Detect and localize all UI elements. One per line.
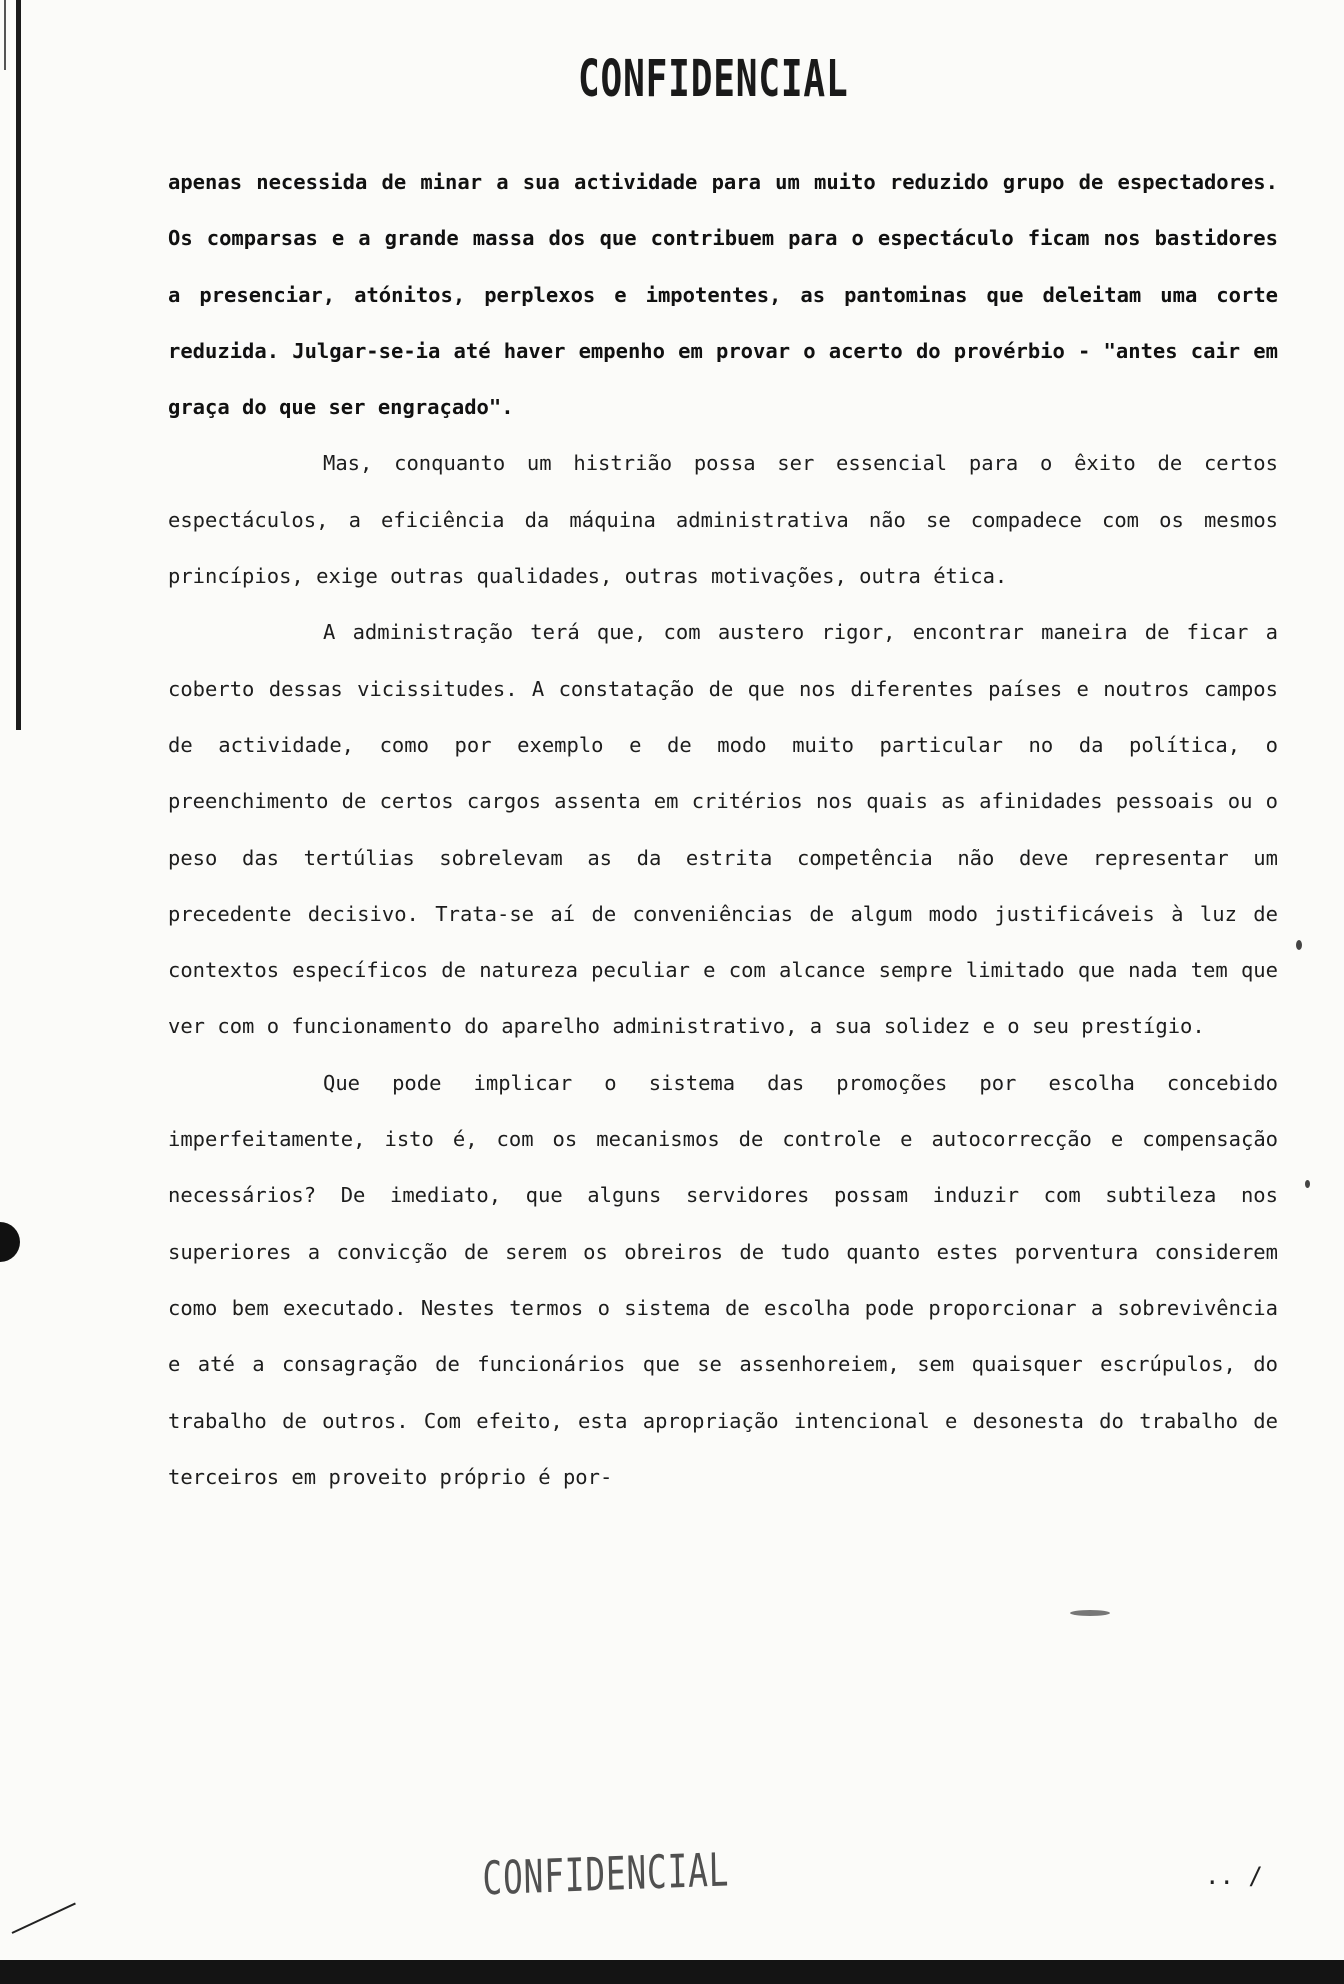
paragraph-3: A administração terá que, com austero rigor, encontrar maneira de ficar a coberto dessas vicissitudes. A constatação de que nos diferentes países e noutros campos de actividade, como por exemplo e de modo muito particular no da política, o preenchimento de certos cargos assenta em critérios nos quais as afinidades pessoais ou o peso das tertúlias sobrelevam as da estrita competência não deve representar um precedente decisivo. Trata-se aí de conveniências de algum modo justificáveis à luz de contextos específicos de natureza peculiar e com alcance sempre limitado que nada tem que ver com o funcionamento do aparelho administrativo, a sua solidez e o seu prestígio. — [168, 620, 1278, 1039]
confidential-stamp-bottom: CONFIDENCIAL — [482, 1843, 730, 1906]
punch-hole — [0, 1222, 20, 1262]
body-text — [168, 154, 1278, 1505]
paragraph-2: Mas, conquanto um histrião possa ser essencial para o êxito de certos espectáculos, a eficiência da máquina administrativa não se compadece com os mesmos princípios, exige outras qualidades, outras motivações, outra ética. — [168, 451, 1278, 589]
paragraph-1: apenas necessida de minar a sua actividade para um muito reduzido grupo de espectadores. Os comparsas e a grande massa dos que contribuem para o espectáculo ficam nos bastidores a presenciar, atónitos, perplexos e impotentes, as pantominas que deleitam uma corte reduzida. Julgar-se-ia até haver empenho em provar o acerto do provérbio - "antes cair em graça do que ser engraçado". — [168, 170, 1278, 420]
binding-edge-mark — [4, 0, 6, 70]
paragraph-4: Que pode implicar o sistema das promoções por escolha concebido imperfeitamente, isto é, com os mecanismos de controle e autocorrecção e compensação necessários? De imediato, que alguns servidores possam induzir com subtileza nos superiores a convicção de serem os obreiros de tudo quanto estes porventura considerem como bem executado. Nestes termos o sistema de escolha pode proporcionar a sobrevivência e até a consagração de funcionários que se assenhoreiem, sem quaisquer escrúpulos, do trabalho de outros. Com efeito, esta apropriação intencional e desonesta do trabalho de terceiros em proveito próprio é por- — [168, 1070, 1278, 1489]
scan-bottom-edge — [0, 1960, 1344, 1984]
confidential-stamp-top: CONFIDENCIAL — [578, 50, 849, 109]
continuation-mark: .. / — [1205, 1862, 1263, 1890]
corner-mark — [12, 1903, 76, 1934]
scan-speck — [1305, 1180, 1310, 1188]
binding-edge-line — [16, 0, 21, 730]
scan-speck — [1070, 1610, 1110, 1616]
scan-speck — [1296, 940, 1302, 950]
